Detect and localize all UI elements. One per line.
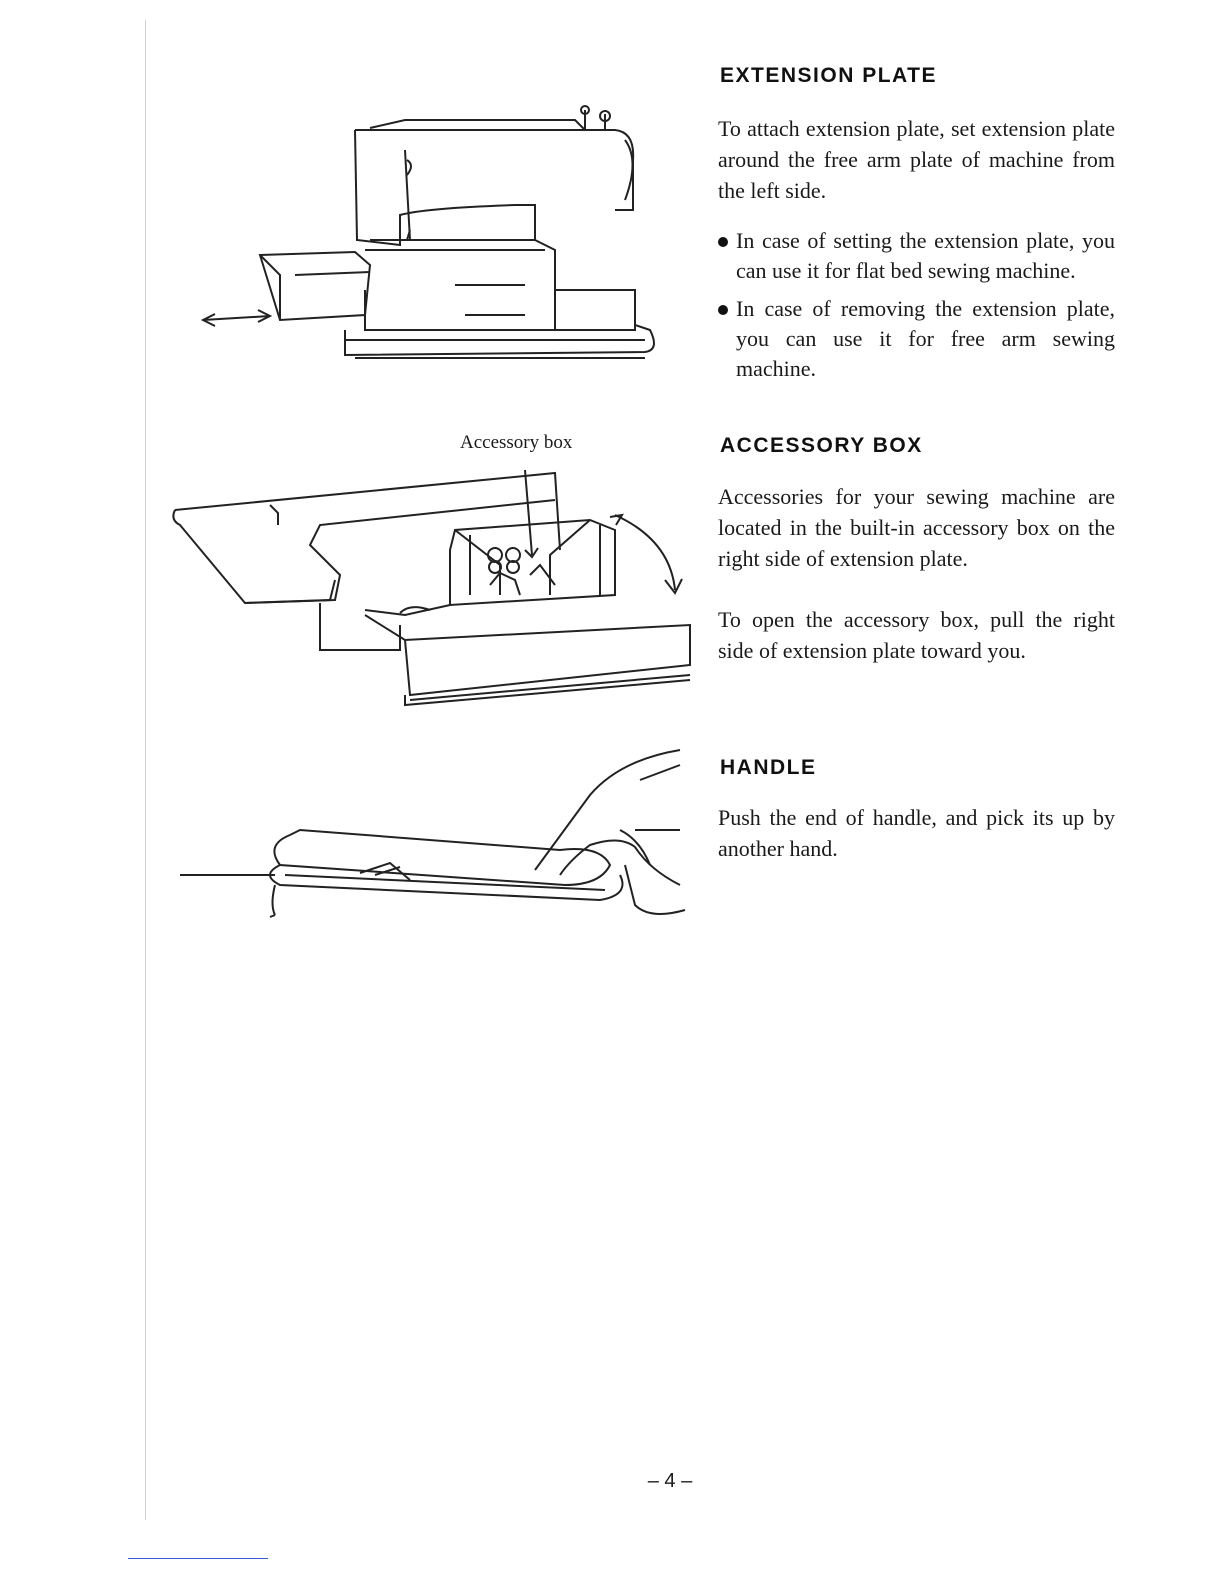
accessory-box-paragraph-1: Accessories for your sewing machine are located in the built-in accessory box on the right side of extension plate. [718,484,1115,571]
bullet-item [718,294,1115,384]
accessory-box-paragraph-2: To open the accessory box, pull the right side of extension plate toward you. [718,607,1115,663]
accessory-box-heading: ACCESSORY BOX [720,434,923,457]
bullet-icon [718,237,728,247]
bullet-icon [718,305,728,315]
extension-plate-heading: EXTENSION PLATE [720,64,937,87]
handle-heading: HANDLE [720,756,817,779]
bullet-text: In case of removing the extension plate, you can use it for free arm sewing machine. [736,296,1115,381]
handle-paragraph: Push the end of handle, and pick its up by another hand. [718,805,1115,861]
bullet-text: In case of setting the extension plate, you can use it for flat bed sewing machine. [736,228,1115,283]
accessory-box-illustration [170,455,690,705]
footer-link-underline [128,1558,268,1559]
extension-plate-bullets [718,226,1115,392]
bullet-item [718,226,1115,286]
accessory-box-label: Accessory box [460,432,573,453]
extension-plate-illustration [195,100,665,380]
extension-plate-intro: To attach extension plate, set extension plate around the free arm plate of machine from the left side. [718,116,1115,203]
handle-illustration [180,735,720,935]
page-number: – 4 – [647,1470,693,1492]
page-margin-line [145,20,146,1520]
